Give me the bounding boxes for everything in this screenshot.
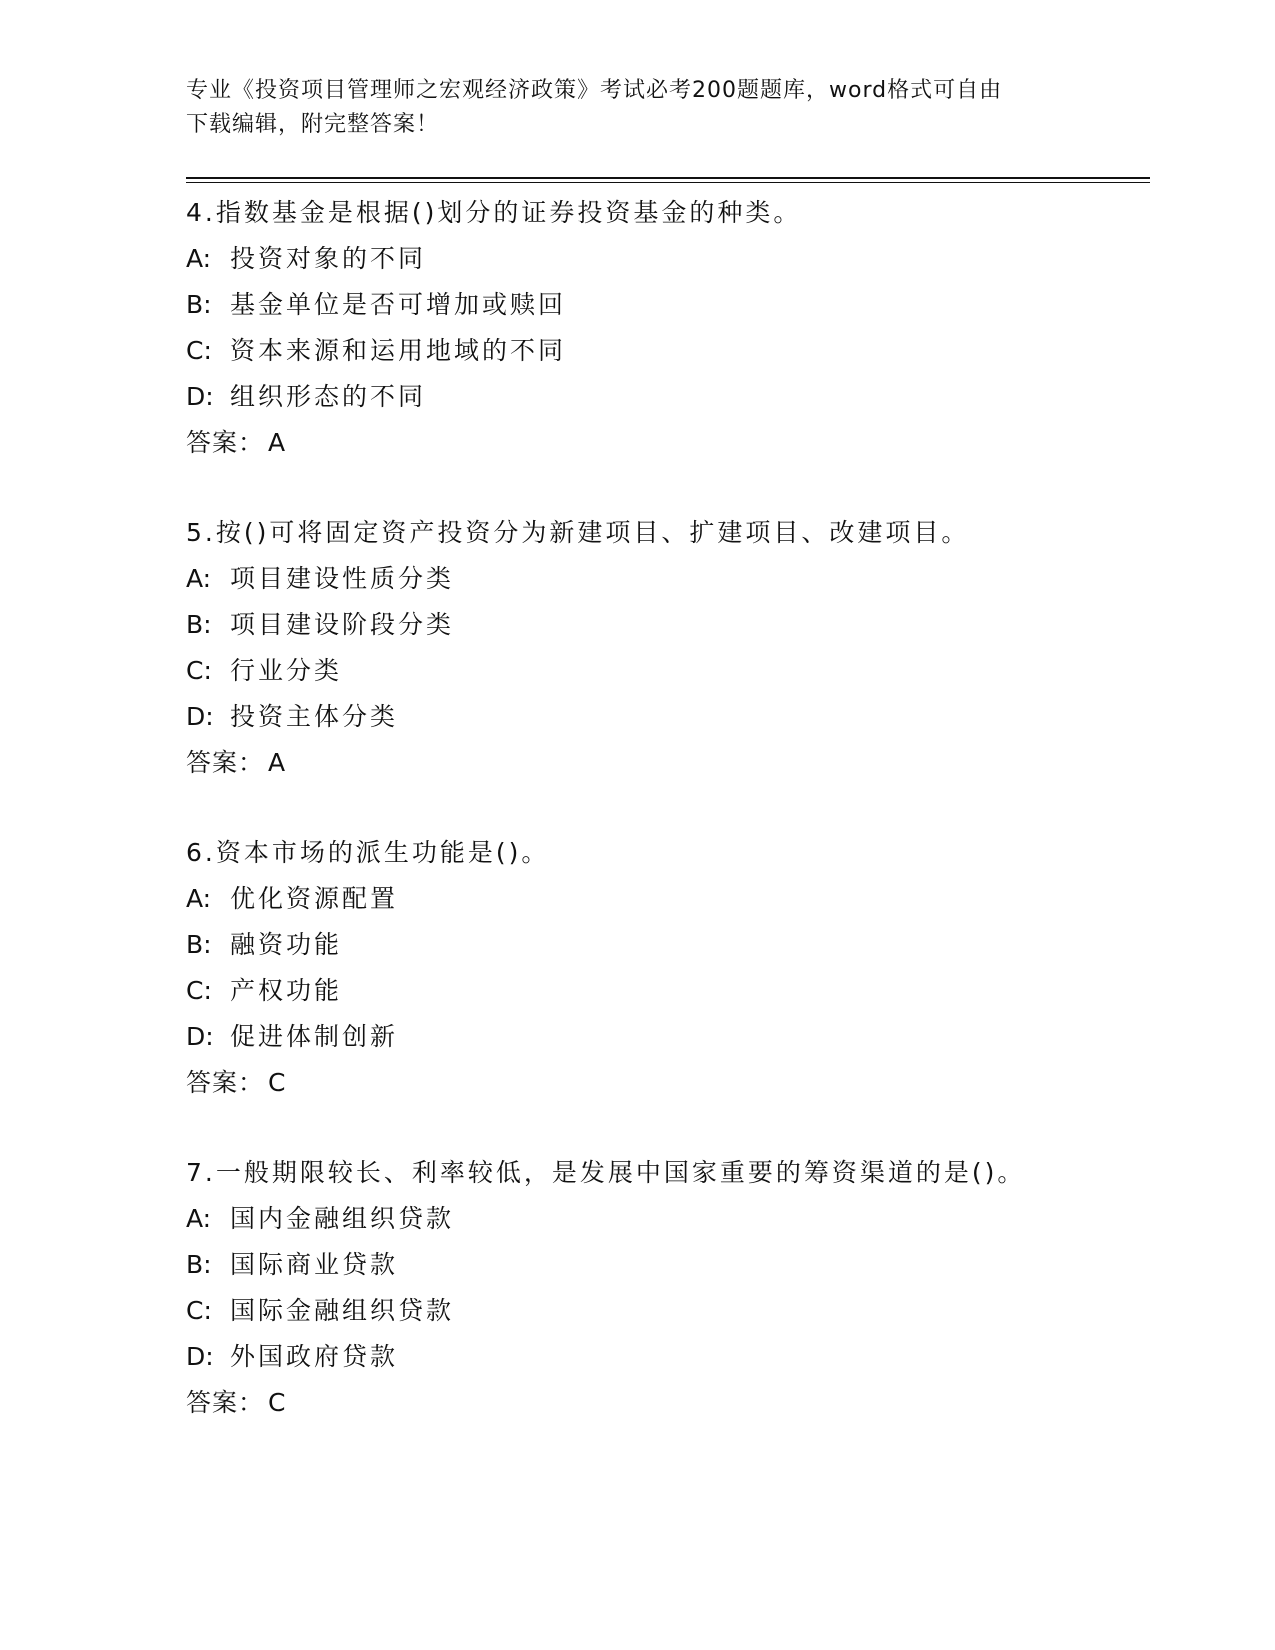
option-text: 国际商业贷款 [230, 1250, 399, 1279]
option-c [186, 968, 1146, 1014]
question-stem: 6.资本市场的派生功能是()。 [186, 838, 550, 867]
answer-label: 答案： [186, 428, 265, 457]
option-letter: C: [186, 656, 212, 685]
option-text: 优化资源配置 [230, 884, 399, 913]
option-text: 国内金融组织贷款 [230, 1204, 455, 1233]
answer-line [186, 1380, 1146, 1426]
question-7 [186, 1150, 1146, 1470]
answer-value: C [268, 1388, 287, 1417]
option-letter: B: [186, 1250, 212, 1279]
option-text: 基金单位是否可增加或赎回 [230, 290, 567, 319]
option-text: 外国政府贷款 [230, 1342, 399, 1371]
header-line-1: 专业《投资项目管理师之宏观经济政策》考试必考200题题库，word格式可自由 [186, 78, 1003, 103]
header-divider-thin [186, 182, 1150, 183]
option-text: 国际金融组织贷款 [230, 1296, 455, 1325]
option-letter: D: [186, 382, 214, 411]
question-stem: 5.按()可将固定资产投资分为新建项目、扩建项目、改建项目。 [186, 518, 970, 547]
option-b [186, 602, 1146, 648]
question-stem: 4.指数基金是根据()划分的证券投资基金的种类。 [186, 198, 802, 227]
answer-value: A [268, 748, 287, 777]
question-6 [186, 830, 1146, 1150]
option-text: 项目建设阶段分类 [230, 610, 455, 639]
option-d [186, 1014, 1146, 1060]
option-text: 组织形态的不同 [230, 382, 427, 411]
option-letter: A: [186, 564, 212, 593]
option-letter: C: [186, 336, 212, 365]
option-c [186, 328, 1146, 374]
option-letter: D: [186, 1022, 214, 1051]
option-letter: C: [186, 976, 212, 1005]
option-c [186, 648, 1146, 694]
option-text: 投资主体分类 [230, 702, 399, 731]
option-a [186, 556, 1146, 602]
question-stem: 7.一般期限较长、利率较低，是发展中国家重要的筹资渠道的是()。 [186, 1158, 1026, 1187]
option-text: 产权功能 [230, 976, 343, 1005]
answer-label: 答案： [186, 1388, 265, 1417]
option-letter: B: [186, 290, 212, 319]
option-letter: B: [186, 930, 212, 959]
option-letter: A: [186, 1204, 212, 1233]
document-header [186, 74, 1066, 142]
option-text: 资本来源和运用地域的不同 [230, 336, 567, 365]
option-letter: C: [186, 1296, 212, 1325]
option-c [186, 1288, 1146, 1334]
option-d [186, 694, 1146, 740]
answer-label: 答案： [186, 748, 265, 777]
answer-value: A [268, 428, 287, 457]
option-b [186, 282, 1146, 328]
header-line-2: 下载编辑，附完整答案！ [186, 112, 440, 137]
option-letter: D: [186, 702, 214, 731]
option-d [186, 374, 1146, 420]
option-letter: A: [186, 884, 212, 913]
option-d [186, 1334, 1146, 1380]
answer-line [186, 740, 1146, 786]
option-text: 投资对象的不同 [230, 244, 427, 273]
option-letter: A: [186, 244, 212, 273]
option-text: 融资功能 [230, 930, 343, 959]
answer-label: 答案： [186, 1068, 265, 1097]
question-list [186, 190, 1146, 1470]
option-b [186, 922, 1146, 968]
option-a [186, 236, 1146, 282]
option-letter: D: [186, 1342, 214, 1371]
option-text: 行业分类 [230, 656, 343, 685]
question-4 [186, 190, 1146, 510]
option-text: 项目建设性质分类 [230, 564, 455, 593]
answer-value: C [268, 1068, 287, 1097]
option-b [186, 1242, 1146, 1288]
question-5 [186, 510, 1146, 830]
header-divider-thick [186, 177, 1150, 179]
option-text: 促进体制创新 [230, 1022, 399, 1051]
option-a [186, 1196, 1146, 1242]
option-letter: B: [186, 610, 212, 639]
option-a [186, 876, 1146, 922]
answer-line [186, 1060, 1146, 1106]
answer-line [186, 420, 1146, 466]
